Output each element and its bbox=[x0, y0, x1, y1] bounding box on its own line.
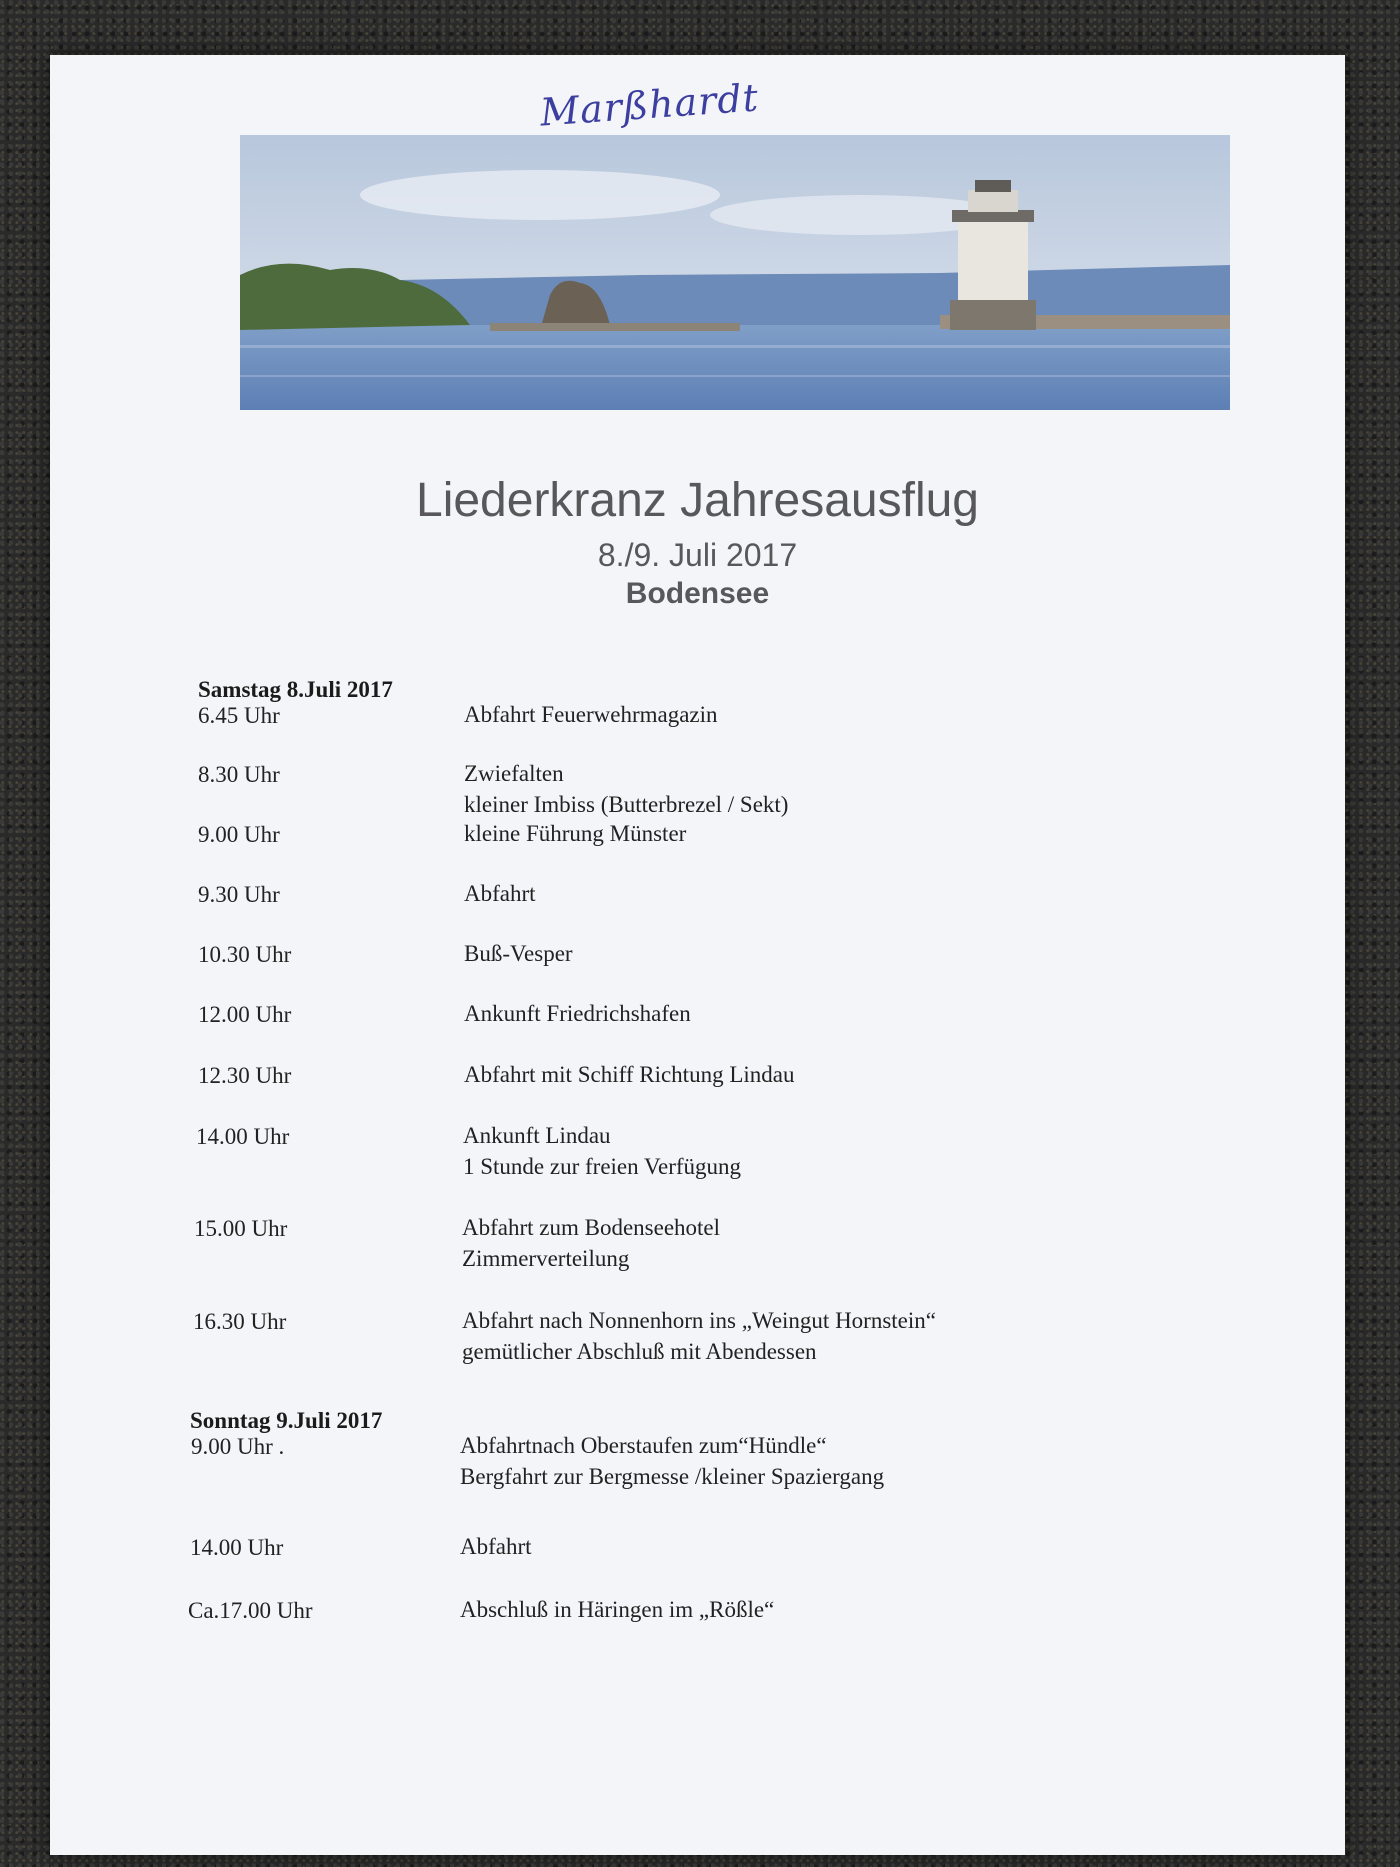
schedule-time: 10.30 Uhr bbox=[198, 942, 292, 967]
schedule-time: 8.30 Uhr bbox=[198, 762, 280, 787]
schedule-description-line: Ankunft Friedrichshafen bbox=[464, 1001, 691, 1026]
schedule-description-line: kleine Führung Münster bbox=[464, 821, 687, 846]
schedule-description bbox=[464, 699, 718, 730]
schedule-description-line: Abfahrt mit Schiff Richtung Lindau bbox=[464, 1062, 795, 1087]
schedule-description bbox=[464, 998, 691, 1029]
schedule-time: 15.00 Uhr bbox=[194, 1216, 288, 1241]
schedule-description-line: Bergfahrt zur Bergmesse /kleiner Spaziergang bbox=[460, 1464, 885, 1489]
schedule-description-line: Buß-Vesper bbox=[464, 941, 573, 966]
day-heading: Sonntag 9.Juli 2017 bbox=[190, 1408, 383, 1433]
schedule-description bbox=[463, 1120, 741, 1182]
schedule-time: 16.30 Uhr bbox=[193, 1309, 287, 1334]
schedule-time: 9.00 Uhr . bbox=[191, 1434, 285, 1459]
document-page bbox=[50, 55, 1345, 1855]
schedule-description bbox=[462, 1212, 720, 1274]
schedule-description bbox=[460, 1594, 774, 1625]
schedule-description-line: Abschluß in Häringen im „Rößle“ bbox=[460, 1597, 775, 1622]
schedule-time: 14.00 Uhr bbox=[196, 1124, 290, 1149]
schedule-description-line: Abfahrt bbox=[464, 881, 536, 906]
schedule-description-line: kleiner Imbiss (Butterbrezel / Sekt) bbox=[464, 792, 789, 817]
schedule-description bbox=[464, 938, 573, 969]
schedule-description bbox=[464, 818, 686, 849]
schedule-description-line: Abfahrt bbox=[460, 1534, 532, 1559]
schedule-description-line: Abfahrt zum Bodenseehotel bbox=[462, 1215, 721, 1240]
schedule bbox=[50, 55, 1345, 1855]
schedule-description-line: Abfahrtnach Oberstaufen zum“Hündle“ bbox=[460, 1433, 827, 1458]
schedule-description-line: Abfahrt Feuerwehrmagazin bbox=[464, 702, 718, 727]
schedule-description bbox=[464, 758, 788, 820]
schedule-description bbox=[460, 1430, 884, 1492]
schedule-description-line: Zwiefalten bbox=[464, 761, 564, 786]
schedule-time: 12.00 Uhr bbox=[198, 1002, 292, 1027]
schedule-description-line: Zimmerverteilung bbox=[462, 1246, 630, 1271]
document-title: Liederkranz Jahresausflug bbox=[416, 474, 979, 527]
schedule-description-line: Ankunft Lindau bbox=[463, 1123, 611, 1148]
schedule-description bbox=[464, 1059, 794, 1090]
schedule-time: 9.00 Uhr bbox=[198, 822, 280, 847]
schedule-time: 14.00 Uhr bbox=[190, 1535, 284, 1560]
handwritten-signature: Marßhardt bbox=[538, 75, 761, 135]
schedule-description bbox=[460, 1531, 532, 1562]
schedule-description bbox=[462, 1305, 936, 1367]
schedule-time: 6.45 Uhr bbox=[198, 703, 280, 728]
document-place: Bodensee bbox=[625, 577, 770, 610]
schedule-time: 12.30 Uhr bbox=[198, 1063, 292, 1088]
document-date: 8./9. Juli 2017 bbox=[597, 537, 798, 573]
schedule-time: Ca.17.00 Uhr bbox=[188, 1598, 313, 1623]
schedule-time: 9.30 Uhr bbox=[198, 882, 280, 907]
schedule-description-line: Abfahrt nach Nonnenhorn ins „Weingut Hornstein“ bbox=[462, 1308, 936, 1333]
schedule-description bbox=[464, 878, 536, 909]
day-heading: Samstag 8.Juli 2017 bbox=[198, 677, 393, 702]
schedule-description-line: gemütlicher Abschluß mit Abendessen bbox=[462, 1339, 817, 1364]
schedule-description-line: 1 Stunde zur freien Verfügung bbox=[463, 1154, 742, 1179]
